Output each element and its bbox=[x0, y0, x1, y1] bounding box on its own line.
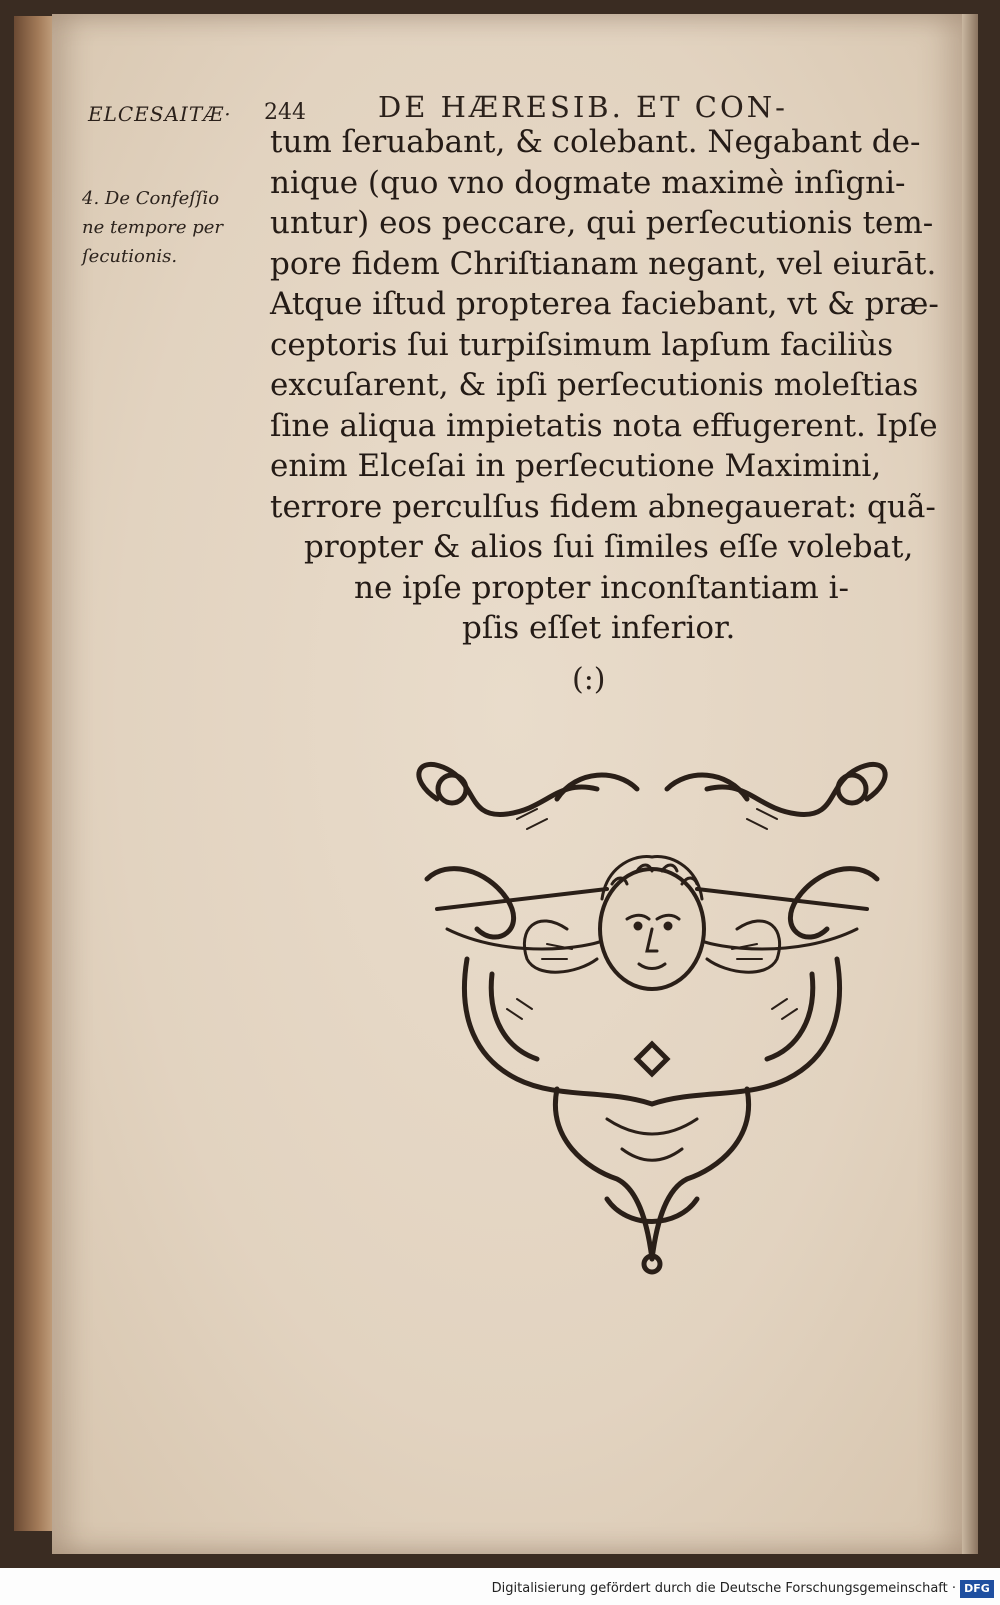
text-line: excuſarent, & ipſi perſecutionis moleſtias bbox=[270, 367, 919, 403]
footer-bar bbox=[0, 1576, 1000, 1605]
text-line: pore fidem Chriſtianam negant, vel eiurāt. bbox=[270, 245, 937, 282]
text-line: ne ipſe propter inconſtantiam i- bbox=[354, 569, 849, 606]
marginal-note bbox=[82, 184, 272, 271]
text-line: Atque iſtud propterea faciebant, vt & præ- bbox=[270, 286, 939, 322]
cherub-ornament-icon bbox=[407, 759, 897, 1279]
text-line: terrore perculſus fidem abnegauerat: quã- bbox=[270, 488, 936, 525]
running-head-left: ELCESAITÆ· bbox=[88, 102, 232, 126]
text-line: pſis eſſet inferior. bbox=[462, 610, 736, 646]
text-line: nique (quo vno dogmate maximè inſigni- bbox=[270, 164, 906, 201]
marginal-note-line: ne tempore per bbox=[82, 217, 224, 238]
page-right-edge bbox=[962, 14, 978, 1554]
page-number: 244 bbox=[264, 100, 306, 125]
marginal-note-line: 4. De Confeſſio bbox=[82, 188, 220, 209]
running-head-title: DE HÆRESIB. ET CON- bbox=[378, 90, 788, 124]
text-line: tum ſeruabant, & colebant. Negabant de- bbox=[270, 124, 921, 160]
end-mark: (:) bbox=[572, 662, 606, 697]
text-line: ceptoris ſui turpiſsimum lapſum faciliùs bbox=[270, 326, 894, 363]
body-text bbox=[270, 122, 950, 649]
text-line: ſine aliqua impietatis nota effugerent. Ipſe bbox=[270, 407, 938, 444]
text-line: enim Elceſai in perſecutione Maximini, bbox=[270, 448, 882, 484]
dfg-logo: DFG bbox=[960, 1580, 994, 1598]
digitization-credit: Digitalisierung gefördert durch die Deutsche Forschungsgemeinschaft · bbox=[491, 1581, 956, 1596]
text-line: untur) eos peccare, qui perſecutionis tem- bbox=[270, 205, 934, 241]
text-line: propter & alios ſui ſimiles eſſe volebat, bbox=[304, 529, 914, 565]
book-page bbox=[52, 14, 967, 1554]
book-spine-edge bbox=[14, 16, 54, 1531]
marginal-note-line: ſecutionis. bbox=[82, 246, 178, 267]
